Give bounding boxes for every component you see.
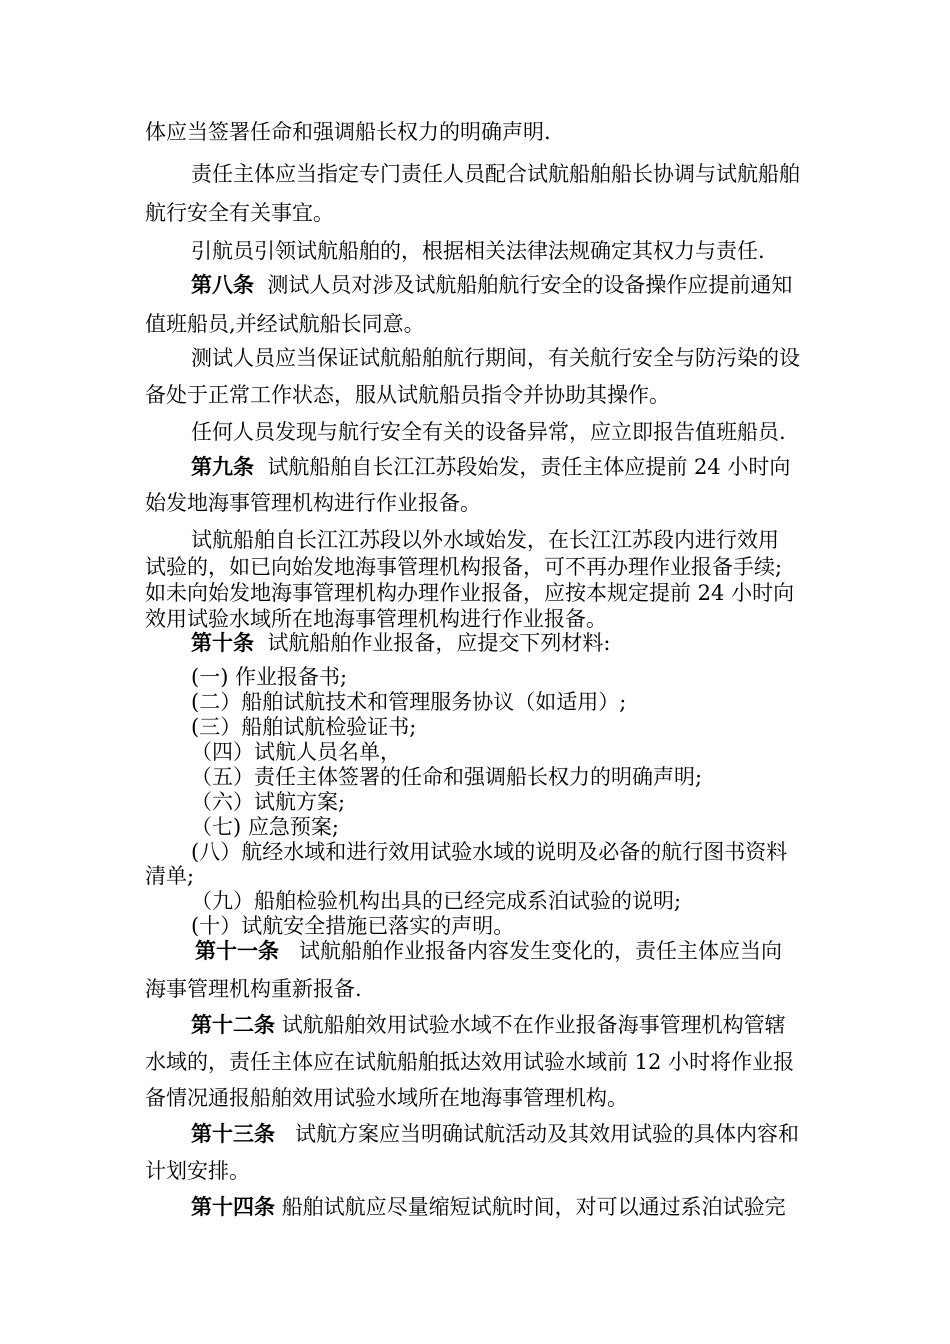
article-line: 第十三条 试航方案应当明确试航活动及其效用试验的具体内容和 — [191, 1121, 800, 1146]
article-line: 第八条 测试人员对涉及试航船舶航行安全的设备操作应提前通知 — [191, 272, 793, 297]
text-line: 航行安全有关事宜。 — [145, 201, 334, 225]
list-item: (十）试航安全措施已落实的声明。 — [191, 914, 515, 938]
text-line: 任何人员发现与航行安全有关的设备异常，应立即报告值班船员. — [191, 420, 786, 444]
text-line: 如未向始发地海事管理机构办理作业报备，应按本规定提前 24 小时向 — [145, 581, 795, 605]
list-item: （九）船舶检验机构出具的已经完成系泊试验的说明; — [191, 889, 682, 913]
list-item: (三）船舶试航检验证书; — [191, 715, 417, 739]
article-heading: 第八条 — [191, 272, 254, 297]
list-item: (二）船舶试航技术和管理服务协议（如适用）; — [191, 690, 627, 714]
text-line: 水域的，责任主体应在试航船舶抵达效用试验水域前 12 小时将作业报 — [145, 1050, 795, 1074]
list-item: （四）试航人员名单， — [191, 740, 401, 764]
list-item: （六）试航方案; — [191, 790, 346, 814]
article-heading: 第十条 — [191, 630, 254, 655]
article-heading: 第十二条 — [191, 1012, 275, 1037]
list-item: （五）责任主体签署的任命和强调船长权力的明确声明; — [191, 765, 703, 789]
text-line: 值班船员,并经试航船长同意。 — [145, 312, 425, 336]
article-line: 第十一条 试航船舶作业报备内容发生变化的，责任主体应当向 — [195, 938, 783, 963]
text-line: 效用试验水域所在地海事管理机构进行作业报备。 — [145, 607, 607, 631]
list-item: (一) 作业报备书; — [191, 665, 348, 689]
article-heading: 第九条 — [191, 454, 254, 479]
text-line: 测试人员应当保证试航船舶航行期间，有关航行安全与防污染的设 — [191, 346, 800, 370]
text-line: 备处于正常工作状态，服从试航船员指令并协助其操作。 — [145, 383, 670, 407]
article-line: 第十条 试航船舶作业报备，应提交下列材料: — [191, 630, 611, 655]
text-line: 试验的，如已向始发地海事管理机构报备，可不再办理作业报备手续; — [145, 555, 783, 579]
text-line: 海事管理机构重新报备. — [145, 977, 362, 1001]
article-line: 第十四条 船舶试航应尽量缩短试航时间，对可以通过系泊试验完 — [191, 1194, 786, 1219]
list-item: （七) 应急预案; — [191, 815, 339, 839]
text-line: 体应当签署任命和强调船长权力的明确声明. — [145, 120, 551, 144]
article-heading: 第十四条 — [191, 1194, 275, 1219]
text-line: 始发地海事管理机构进行作业报备。 — [145, 491, 481, 515]
text-line: 引航员引领试航船舶的，根据相关法律法规确定其权力与责任. — [191, 239, 765, 263]
article-heading: 第十一条 — [195, 938, 279, 963]
article-line: 第十二条 试航船舶效用试验水域不在作业报备海事管理机构管辖 — [191, 1012, 786, 1037]
list-item: (八）航经水域和进行效用试验水域的说明及必备的航行图书资料 — [191, 840, 788, 864]
text-line: 清单; — [145, 864, 195, 888]
text-line: 试航船舶自长江江苏段以外水域始发，在长江江苏段内进行效用 — [191, 528, 779, 552]
text-line: 计划安排。 — [145, 1159, 250, 1183]
article-line: 第九条 试航船舶自长江江苏段始发，责任主体应提前 24 小时向 — [191, 454, 791, 479]
text-line: 责任主体应当指定专门责任人员配合试航船舶船长协调与试航船舶 — [191, 162, 800, 186]
text-line: 备情况通报船舶效用试验水域所在地海事管理机构。 — [145, 1086, 628, 1110]
article-heading: 第十三条 — [191, 1121, 275, 1146]
